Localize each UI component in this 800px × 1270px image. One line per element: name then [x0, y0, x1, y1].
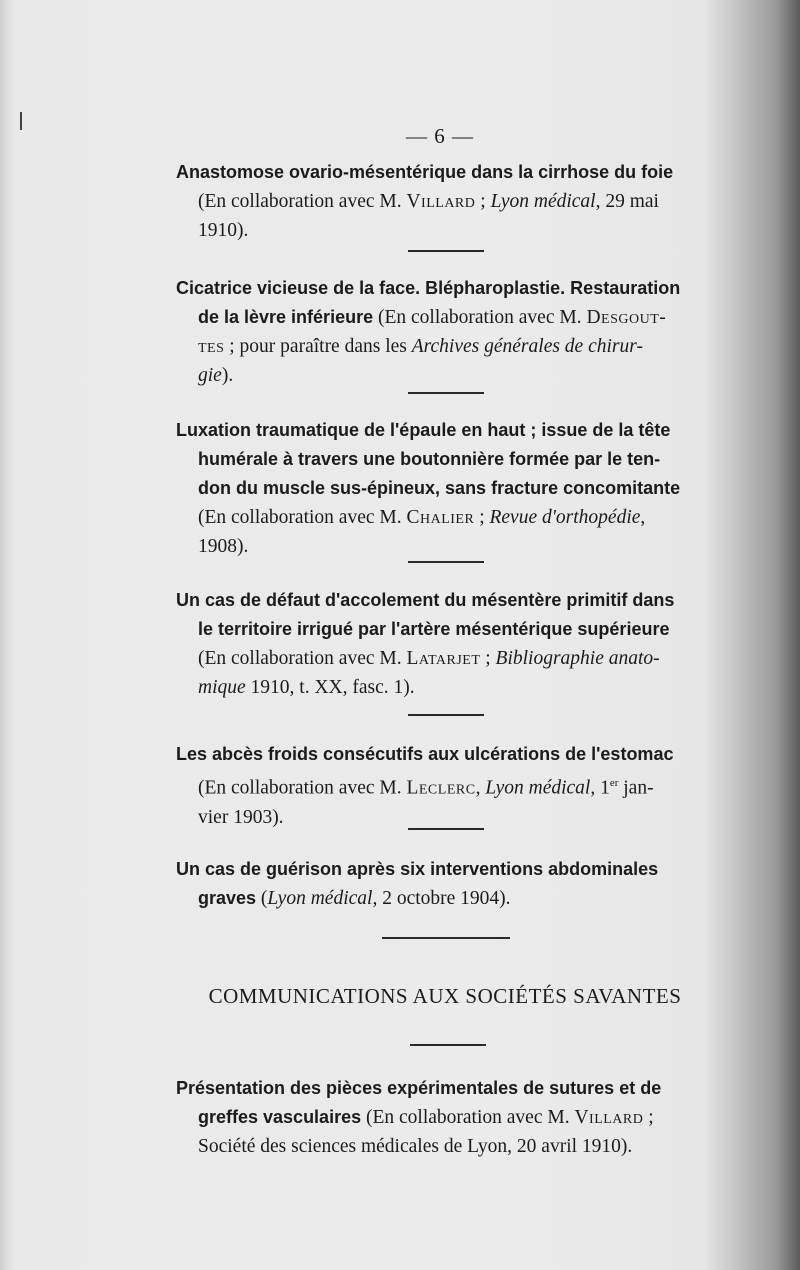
entry-details: vier 1903).	[198, 806, 284, 828]
entry-title: Cicatrice vicieuse de la face. Blépharoplastie. Restauration	[176, 278, 681, 298]
journal-name: Revue d'orthopédie	[489, 507, 641, 528]
section-heading: COMMUNICATIONS AUX SOCIÉTÉS SAVANTES	[208, 984, 682, 1008]
entry-details: graves (Lyon médical, 2 octobre 1904).	[198, 888, 511, 909]
author-name: Villard	[406, 191, 476, 212]
journal-name: mique	[198, 677, 246, 698]
entry-divider	[408, 250, 484, 252]
entry-details: (En collaboration avec M. Chalier ; Revue d'orthopédie,	[198, 507, 646, 528]
journal-name: Lyon médical	[267, 888, 373, 909]
journal-name: Lyon médical	[485, 777, 591, 799]
entry-title: humérale à travers une boutonnière formée par le ten-	[198, 449, 661, 469]
bibliography-entry	[176, 740, 720, 832]
communication-entry	[176, 1074, 720, 1161]
entry-title: Présentation des pièces expérimentales de sutures et de	[176, 1078, 662, 1098]
author-name: tes	[198, 336, 225, 357]
journal-name: Lyon médical	[490, 191, 596, 212]
entry-details: gie).	[198, 365, 234, 386]
entry-title: Un cas de guérison après six interventions abdominales	[176, 859, 659, 879]
bibliography-entry	[176, 416, 720, 561]
entry-title: de la lèvre inférieure	[198, 307, 374, 327]
author-name: Latarjet	[406, 648, 481, 669]
entry-details: Société des sciences médicales de Lyon, 20 avril 1910).	[198, 1136, 633, 1157]
entry-title: Luxation traumatique de l'épaule en haut ; issue de la tête	[176, 420, 671, 440]
entry-title: don du muscle sus-épineux, sans fracture concomitante	[198, 478, 681, 498]
entry-title: Anastomose ovario-mésentérique dans la cirrhose du foie	[176, 162, 674, 182]
entry-title: Un cas de défaut d'accolement du mésentère primitif dans	[176, 590, 675, 610]
entry-details: tes ; pour paraître dans les Archives générales de chirur-	[198, 336, 643, 357]
entry-divider	[408, 714, 484, 716]
bibliography-entry	[176, 855, 720, 913]
journal-name: Bibliographie anato-	[495, 648, 660, 669]
author-name: Chalier	[406, 507, 475, 528]
journal-name: Archives générales de chirur-	[411, 336, 643, 357]
entry-divider	[408, 392, 484, 394]
entry-divider	[408, 828, 484, 830]
section-divider	[382, 937, 510, 939]
bibliography-entry	[176, 158, 720, 245]
entry-details: (En collaboration avec M. Leclerc, Lyon médical, 1er jan-	[198, 777, 654, 799]
section-divider	[410, 1044, 486, 1046]
entry-details: mique 1910, t. XX, fasc. 1).	[198, 677, 415, 698]
entry-title: le territoire irrigué par l'artère mésentérique supérieure	[198, 619, 670, 639]
author-name: Villard	[574, 1107, 644, 1128]
entry-details: (En collaboration avec M. Villard ; Lyon médical, 29 mai	[198, 191, 659, 212]
entry-details: greffes vasculaires (En collaboration avec M. Villard ;	[198, 1107, 654, 1128]
author-name: Desgout-	[586, 307, 667, 328]
entry-details: 1908).	[198, 536, 249, 557]
bibliography-entry	[176, 274, 720, 390]
entry-title: graves	[198, 888, 257, 908]
entry-details: (En collaboration avec M. Latarjet ; Bibliographie anato-	[198, 648, 660, 669]
journal-name: gie	[198, 365, 222, 386]
entry-title: Les abcès froids consécutifs aux ulcérations de l'estomac	[176, 744, 674, 764]
author-name: Leclerc	[406, 777, 476, 799]
entry-details: 1910).	[198, 220, 249, 241]
entry-divider	[408, 561, 484, 563]
entry-title: greffes vasculaires	[198, 1107, 362, 1127]
page-number: — 6 —	[406, 124, 474, 148]
entry-details: de la lèvre inférieure (En collaboration avec M. Desgout-	[198, 307, 667, 328]
bibliography-entry	[176, 586, 720, 702]
